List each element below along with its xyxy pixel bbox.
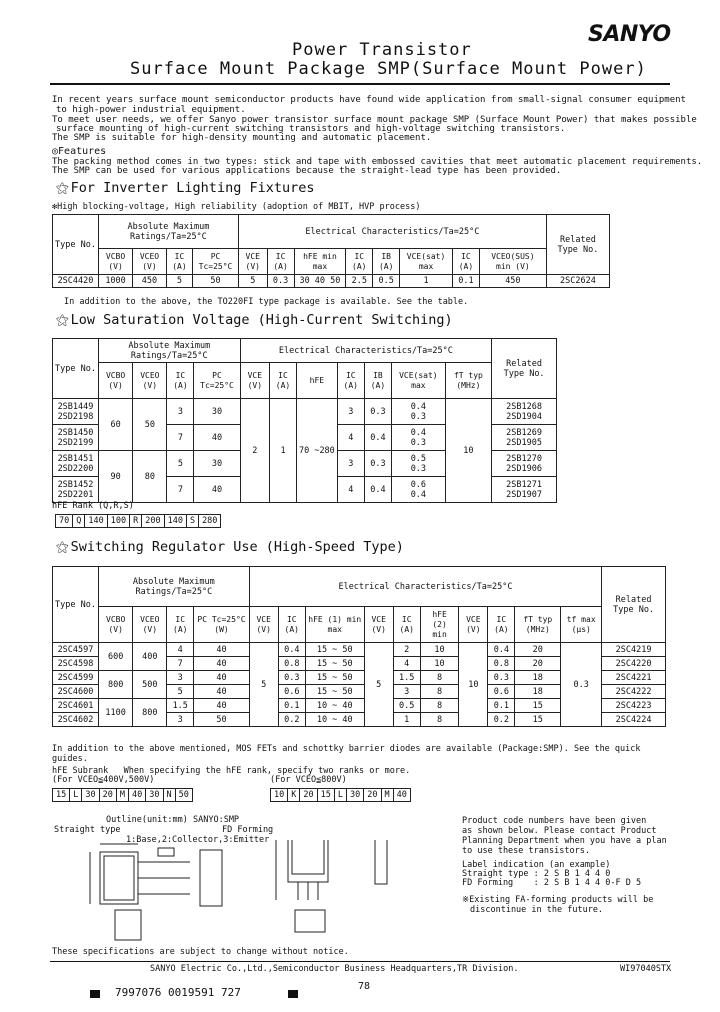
col-head: PC Tc=25°C bbox=[194, 363, 240, 399]
rank-cell: L bbox=[334, 789, 346, 802]
page-number: 78 bbox=[358, 981, 371, 992]
section3-title bbox=[56, 539, 404, 555]
inverter-table bbox=[52, 214, 610, 288]
cell: 3 bbox=[167, 399, 194, 425]
vce3-cell: 10 bbox=[459, 643, 488, 727]
section1-note bbox=[52, 202, 420, 212]
cell: 4 bbox=[393, 657, 420, 671]
rank-cell: 20 bbox=[364, 789, 381, 802]
cell: 0.3 bbox=[488, 671, 515, 685]
cell: 3 bbox=[167, 671, 194, 685]
outline-pins: 1:Base,2:Collector,3:Emitter bbox=[126, 835, 270, 845]
outline-fd: FD Forming bbox=[222, 825, 274, 835]
rank-cell: 30 bbox=[347, 789, 364, 802]
cell: 0.4 bbox=[278, 643, 305, 657]
existing-1: ※Existing FA-forming products will be bbox=[462, 895, 654, 905]
section1-note-text: High blocking-voltage, High reliability (adoption of MBIT, HVP process) bbox=[57, 202, 421, 212]
col-head: IC (A) bbox=[488, 607, 515, 643]
cell: 0.5 bbox=[393, 699, 420, 713]
col-head: VCBO (V) bbox=[98, 607, 132, 643]
cell: 2SC4420 bbox=[53, 275, 99, 288]
vcbo-cell: 1100 bbox=[98, 699, 132, 727]
cell: 2SC4223 bbox=[602, 699, 666, 713]
col-head: IC (A) bbox=[167, 607, 194, 643]
cell: 2SC4221 bbox=[602, 671, 666, 685]
section3-cond-2: (For VCEO≦800V) bbox=[270, 775, 347, 785]
col-head: IC (A) bbox=[278, 607, 305, 643]
features-1: The packing method comes in two types: stick and tape with embossed cavities that meet automatic placement requirements. bbox=[52, 157, 703, 167]
cell: 0.4 bbox=[364, 425, 391, 451]
cell: 0.3 bbox=[267, 275, 294, 288]
cell: 4 bbox=[167, 643, 194, 657]
cell: 8 bbox=[420, 671, 459, 685]
elec-header: Electrical Characteristics/Ta=25°C bbox=[240, 339, 492, 363]
fd-bottom-view bbox=[295, 910, 325, 932]
cell: 2.5 bbox=[346, 275, 373, 288]
barcode-mark bbox=[288, 990, 298, 998]
rank-cell: 40 bbox=[129, 789, 146, 802]
label-fd: FD Forming : 2 S B 1 4 4 0-F D 5 bbox=[462, 878, 642, 888]
cell: 15 ~ 50 bbox=[305, 657, 364, 671]
vceo-cell: 400 bbox=[133, 643, 167, 671]
cell: 4 bbox=[337, 425, 364, 451]
section2-title-text: Low Saturation Voltage (High-Current Switching) bbox=[70, 312, 453, 328]
cell: 40 bbox=[194, 657, 249, 671]
vceo-cell: 500 bbox=[133, 671, 167, 699]
rank-cell: 50 bbox=[175, 789, 192, 802]
features-2: The SMP can be used for various applications because the straight-lead type has been provided. bbox=[52, 166, 562, 176]
rank-cell: 30 bbox=[82, 789, 99, 802]
col-head: fT typ (MHz) bbox=[515, 607, 561, 643]
package-die bbox=[104, 856, 134, 900]
rank-cell: L bbox=[70, 789, 82, 802]
rank-cell: 20 bbox=[99, 789, 116, 802]
star-icon: ⚝ bbox=[56, 313, 69, 328]
cell: 0.6 bbox=[488, 685, 515, 699]
ft-cell: 10 bbox=[445, 399, 492, 503]
package-body-fd bbox=[288, 840, 328, 882]
type-cell: 2SB1450 2SD2199 bbox=[53, 425, 99, 451]
cell: 10 ~ 40 bbox=[305, 713, 364, 727]
star-icon: ⚝ bbox=[56, 540, 69, 555]
cell: 50 bbox=[194, 713, 249, 727]
cell: 0.4 0.3 bbox=[392, 399, 446, 425]
cell: 5 bbox=[167, 451, 194, 477]
cell: 0.4 bbox=[488, 643, 515, 657]
vcbo-cell: 600 bbox=[98, 643, 132, 671]
cell: 0.2 bbox=[278, 713, 305, 727]
package-body-straight bbox=[100, 852, 138, 904]
cell: 50 bbox=[193, 275, 239, 288]
rank-cell: M bbox=[381, 789, 393, 802]
section2-rank-label: hFE Rank (Q,R,S) bbox=[52, 501, 134, 511]
barcode-text: 7997076 0019591 727 bbox=[115, 986, 241, 999]
col-head: IC (A) bbox=[393, 607, 420, 643]
cell: 40 bbox=[194, 671, 249, 685]
cell: 15 ~ 50 bbox=[305, 671, 364, 685]
type-cell: 2SC4597 bbox=[53, 643, 99, 657]
rel-cell: 2SB1270 2SD1906 bbox=[492, 451, 557, 477]
rank-cell: M bbox=[116, 789, 128, 802]
type-cell: 2SC4601 bbox=[53, 699, 99, 713]
vcbo-cell: 800 bbox=[98, 671, 132, 699]
label-straight: Straight type : 2 S B 1 4 4 0 bbox=[462, 869, 611, 879]
cell: 4 bbox=[337, 477, 364, 503]
rank-cell: 40 bbox=[393, 789, 410, 802]
col-head: IC (A) bbox=[337, 363, 364, 399]
cell: 0.6 bbox=[278, 685, 305, 699]
col-head: tf max (μs) bbox=[561, 607, 602, 643]
outline-straight: Straight type bbox=[54, 825, 121, 835]
note-3: Planning Department when you have a plan bbox=[462, 836, 667, 846]
col-head: VCE (V) bbox=[459, 607, 488, 643]
related-header: Related Type No. bbox=[546, 215, 609, 275]
cell: 450 bbox=[479, 275, 546, 288]
col-head: VCBO (V) bbox=[98, 249, 132, 275]
rank-cell: N bbox=[163, 789, 175, 802]
cell: 40 bbox=[194, 699, 249, 713]
cell: 20 bbox=[515, 657, 561, 671]
col-head: IC (A) bbox=[267, 249, 294, 275]
cell: 15 ~ 50 bbox=[305, 685, 364, 699]
type-cell: 2SC4599 bbox=[53, 671, 99, 685]
cell: 0.8 bbox=[488, 657, 515, 671]
rank-cell: 15 bbox=[317, 789, 334, 802]
note-1: Product code numbers have been given bbox=[462, 816, 647, 826]
cell: 7 bbox=[167, 477, 194, 503]
cell: 15 bbox=[515, 713, 561, 727]
section3-subrank: hFE Subrank When specifying the hFE rank, specify two ranks or more. bbox=[52, 766, 411, 776]
vceo-cell: 50 bbox=[133, 399, 167, 451]
cell: 2SC2624 bbox=[546, 275, 609, 288]
cell: 1 bbox=[393, 713, 420, 727]
tf-cell: 0.3 bbox=[561, 643, 602, 727]
cell: 0.2 bbox=[488, 713, 515, 727]
type-cell: 2SC4602 bbox=[53, 713, 99, 727]
rel-cell: 2SB1271 2SD1907 bbox=[492, 477, 557, 503]
sanyo-logo: SANYO bbox=[588, 22, 671, 47]
cell: 2SC4219 bbox=[602, 643, 666, 657]
cell: 3 bbox=[337, 399, 364, 425]
cell: 1.5 bbox=[167, 699, 194, 713]
cell: 5 bbox=[238, 275, 267, 288]
cell: 7 bbox=[167, 657, 194, 671]
cell: 2SC4224 bbox=[602, 713, 666, 727]
cell: 0.4 bbox=[364, 477, 391, 503]
vceo-cell: 800 bbox=[133, 699, 167, 727]
type-cell: 2SC4598 bbox=[53, 657, 99, 671]
rank-cell: 140 bbox=[164, 515, 186, 528]
vce2-cell: 5 bbox=[364, 643, 393, 727]
features-icon: ◎ bbox=[52, 146, 59, 157]
cell: 0.8 bbox=[278, 657, 305, 671]
col-head: IB (A) bbox=[373, 249, 400, 275]
col-head: VCEO (V) bbox=[133, 249, 167, 275]
intro-5: The SMP is suitable for high-density mounting and automatic placement. bbox=[52, 133, 432, 143]
cell: 0.3 bbox=[278, 671, 305, 685]
side-view bbox=[200, 850, 222, 906]
col-head: IC (A) bbox=[452, 249, 479, 275]
cell: 18 bbox=[515, 671, 561, 685]
rank-cell: S bbox=[186, 515, 198, 528]
cell: 2SC4222 bbox=[602, 685, 666, 699]
company: SANYO Electric Co.,Ltd.,Semiconductor Business Headquarters,TR Division. bbox=[150, 964, 519, 974]
lead-tab bbox=[158, 848, 174, 856]
cell: 0.1 bbox=[278, 699, 305, 713]
col-head: PC Tc=25°C (W) bbox=[194, 607, 249, 643]
col-head: VCEO (V) bbox=[133, 363, 167, 399]
cell: 30 40 50 bbox=[294, 275, 346, 288]
col-head: IC (A) bbox=[166, 249, 192, 275]
cell: 40 bbox=[194, 685, 249, 699]
cell: 0.3 bbox=[364, 399, 391, 425]
col-head: VCBO (V) bbox=[98, 363, 132, 399]
doc-code: WI97040STX bbox=[620, 964, 672, 974]
fd-side-view bbox=[375, 840, 387, 884]
existing-2: discontinue in the future. bbox=[470, 905, 604, 915]
col-head: hFE min max bbox=[294, 249, 346, 275]
asterisk-icon: ✻ bbox=[52, 202, 58, 212]
cell: 10 bbox=[420, 657, 459, 671]
intro-3: To meet user needs, we offer Sanyo power transistor surface mount package SMP (Surface Mount Power) that makes possible bbox=[52, 115, 697, 125]
rel-cell: 2SB1269 2SD1905 bbox=[492, 425, 557, 451]
title-line-1: Power Transistor bbox=[292, 40, 472, 60]
intro-1: In recent years surface mount semiconductor products have found wide application from small-signal consumer equipment bbox=[52, 95, 686, 105]
cell: 8 bbox=[420, 713, 459, 727]
vceo-cell: 80 bbox=[133, 451, 167, 503]
col-head: hFE bbox=[296, 363, 337, 399]
cell: 0.5 bbox=[373, 275, 400, 288]
col-head: VCEO (V) bbox=[133, 607, 167, 643]
type-cell: 2SB1451 2SD2200 bbox=[53, 451, 99, 477]
rank-cell: 200 bbox=[142, 515, 164, 528]
col-head: fT typ (MHz) bbox=[445, 363, 492, 399]
cell: 1000 bbox=[98, 275, 132, 288]
rank-cell: K bbox=[288, 789, 300, 802]
switching-table bbox=[52, 566, 666, 727]
features-heading bbox=[52, 147, 106, 157]
elec-header: Electrical Characteristics/Ta=25°C bbox=[249, 567, 601, 607]
cell: 40 bbox=[194, 477, 240, 503]
rank-cell: 20 bbox=[300, 789, 317, 802]
cell: 0.1 bbox=[488, 699, 515, 713]
cell: 0.3 bbox=[364, 451, 391, 477]
label-head: Label indication (an example) bbox=[462, 860, 611, 870]
section3-title-text: Switching Regulator Use (High-Speed Type) bbox=[70, 539, 404, 555]
subrank-table-1 bbox=[52, 788, 193, 802]
rank-cell: 100 bbox=[107, 515, 129, 528]
cell: 3 bbox=[393, 685, 420, 699]
cell: 10 ~ 40 bbox=[305, 699, 364, 713]
barcode-mark bbox=[90, 990, 100, 998]
title-line-2: Surface Mount Package SMP(Surface Mount Power) bbox=[130, 59, 647, 79]
cell: 8 bbox=[420, 685, 459, 699]
type-header: Type No. bbox=[53, 339, 99, 399]
type-cell: 2SC4600 bbox=[53, 685, 99, 699]
cell: 0.1 bbox=[452, 275, 479, 288]
col-head: hFE (2) min bbox=[420, 607, 459, 643]
rank-cell: 30 bbox=[146, 789, 163, 802]
rel-cell: 2SB1268 2SD1904 bbox=[492, 399, 557, 425]
rank-cell: 10 bbox=[271, 789, 288, 802]
col-head: IC (A) bbox=[167, 363, 194, 399]
col-head: IB (A) bbox=[364, 363, 391, 399]
vce1-cell: 5 bbox=[249, 643, 278, 727]
col-head: VCE(sat) max bbox=[392, 363, 446, 399]
cell: 18 bbox=[515, 685, 561, 699]
intro-4: surface mounting of high-current switching transistors and high-voltage switching transistors. bbox=[56, 124, 566, 134]
cell: 5 bbox=[167, 685, 194, 699]
package-die-fd bbox=[292, 840, 324, 874]
col-head: VCEO(SUS) min (V) bbox=[479, 249, 546, 275]
cell: 3 bbox=[167, 713, 194, 727]
type-cell: 2SB1449 2SD2198 bbox=[53, 399, 99, 425]
col-head: VCE(sat) max bbox=[400, 249, 453, 275]
cell: 30 bbox=[194, 399, 240, 425]
rank-cell: 280 bbox=[199, 515, 221, 528]
type-cell: 2SB1452 2SD2201 bbox=[53, 477, 99, 503]
col-head: VCE (V) bbox=[249, 607, 278, 643]
type-header: Type No. bbox=[53, 567, 99, 643]
section2-title bbox=[56, 312, 453, 328]
rank-cell: Q bbox=[73, 515, 85, 528]
vce-cell: 2 bbox=[240, 399, 269, 503]
cell: 0.6 0.4 bbox=[392, 477, 446, 503]
section1-title-text: For Inverter Lighting Fixtures bbox=[70, 180, 315, 196]
cell: 3 bbox=[337, 451, 364, 477]
rank-cell: 140 bbox=[85, 515, 107, 528]
hfe-cell: 70 ~280 bbox=[296, 399, 337, 503]
section1-footnote: In addition to the above, the TO220FI type package is available. See the table. bbox=[64, 297, 469, 307]
section3-cond-1: (For VCEO≦400V,500V) bbox=[52, 775, 155, 785]
col-head: IC (A) bbox=[346, 249, 373, 275]
cell: 2SC4220 bbox=[602, 657, 666, 671]
cell: 20 bbox=[515, 643, 561, 657]
cell: 40 bbox=[194, 643, 249, 657]
cell: 0.5 0.3 bbox=[392, 451, 446, 477]
col-head: VCE (V) bbox=[364, 607, 393, 643]
vcbo-cell: 60 bbox=[98, 399, 132, 451]
header-rule bbox=[50, 83, 670, 85]
rank-cell: R bbox=[130, 515, 142, 528]
rank-table bbox=[55, 514, 221, 528]
cell: 2 bbox=[393, 643, 420, 657]
change-notice: These specifications are subject to change without notice. bbox=[52, 947, 349, 957]
col-head: IC (A) bbox=[270, 363, 297, 399]
cell: 5 bbox=[166, 275, 192, 288]
rank-cell: 70 bbox=[56, 515, 73, 528]
footer-rule bbox=[50, 961, 670, 962]
cell: 7 bbox=[167, 425, 194, 451]
abs-header: Absolute Maximum Ratings/Ta=25°C bbox=[98, 567, 249, 607]
cell: 8 bbox=[420, 699, 459, 713]
subrank-table-2 bbox=[270, 788, 411, 802]
col-head: VCE (V) bbox=[240, 363, 269, 399]
features-heading-text: Features bbox=[58, 146, 107, 157]
intro-2: to high-power industrial equipment. bbox=[56, 105, 246, 115]
abs-header: Absolute Maximum Ratings/Ta=25°C bbox=[98, 339, 240, 363]
outline-drawing bbox=[70, 840, 460, 950]
col-head: PC Tc=25°C bbox=[193, 249, 239, 275]
note-2: as shown below. Please contact Product bbox=[462, 826, 657, 836]
cell: 0.4 0.3 bbox=[392, 425, 446, 451]
ic-cell: 1 bbox=[270, 399, 297, 503]
section3-footnote-2: guides. bbox=[52, 754, 88, 764]
cell: 15 bbox=[515, 699, 561, 713]
cell: 15 ~ 50 bbox=[305, 643, 364, 657]
related-header: Related Type No. bbox=[492, 339, 557, 399]
note-4: to use these transistors. bbox=[462, 846, 590, 856]
cell: 10 bbox=[420, 643, 459, 657]
section3-footnote-1: In addition to the above mentioned, MOS FETs and schottky barrier diodes are available (Package:SMP). See the quick bbox=[52, 744, 641, 754]
section1-title bbox=[56, 180, 314, 196]
star-icon: ⚝ bbox=[56, 181, 69, 196]
col-head: hFE (1) min max bbox=[305, 607, 364, 643]
cell: 450 bbox=[133, 275, 167, 288]
abs-header: Absolute Maximum Ratings/Ta=25°C bbox=[98, 215, 238, 249]
elec-header: Electrical Characteristics/Ta=25°C bbox=[238, 215, 546, 249]
low-sat-table bbox=[52, 338, 557, 503]
cell: 1.5 bbox=[393, 671, 420, 685]
vcbo-cell: 90 bbox=[98, 451, 132, 503]
cell: 1 bbox=[400, 275, 453, 288]
cell: 40 bbox=[194, 425, 240, 451]
bottom-view bbox=[115, 910, 141, 940]
cell: 30 bbox=[194, 451, 240, 477]
related-header: Related Type No. bbox=[602, 567, 666, 643]
col-head: VCE (V) bbox=[238, 249, 267, 275]
type-header: Type No. bbox=[53, 215, 99, 275]
outline-title: Outline(unit:mm) SANYO:SMP bbox=[106, 815, 240, 825]
rank-cell: 15 bbox=[53, 789, 70, 802]
